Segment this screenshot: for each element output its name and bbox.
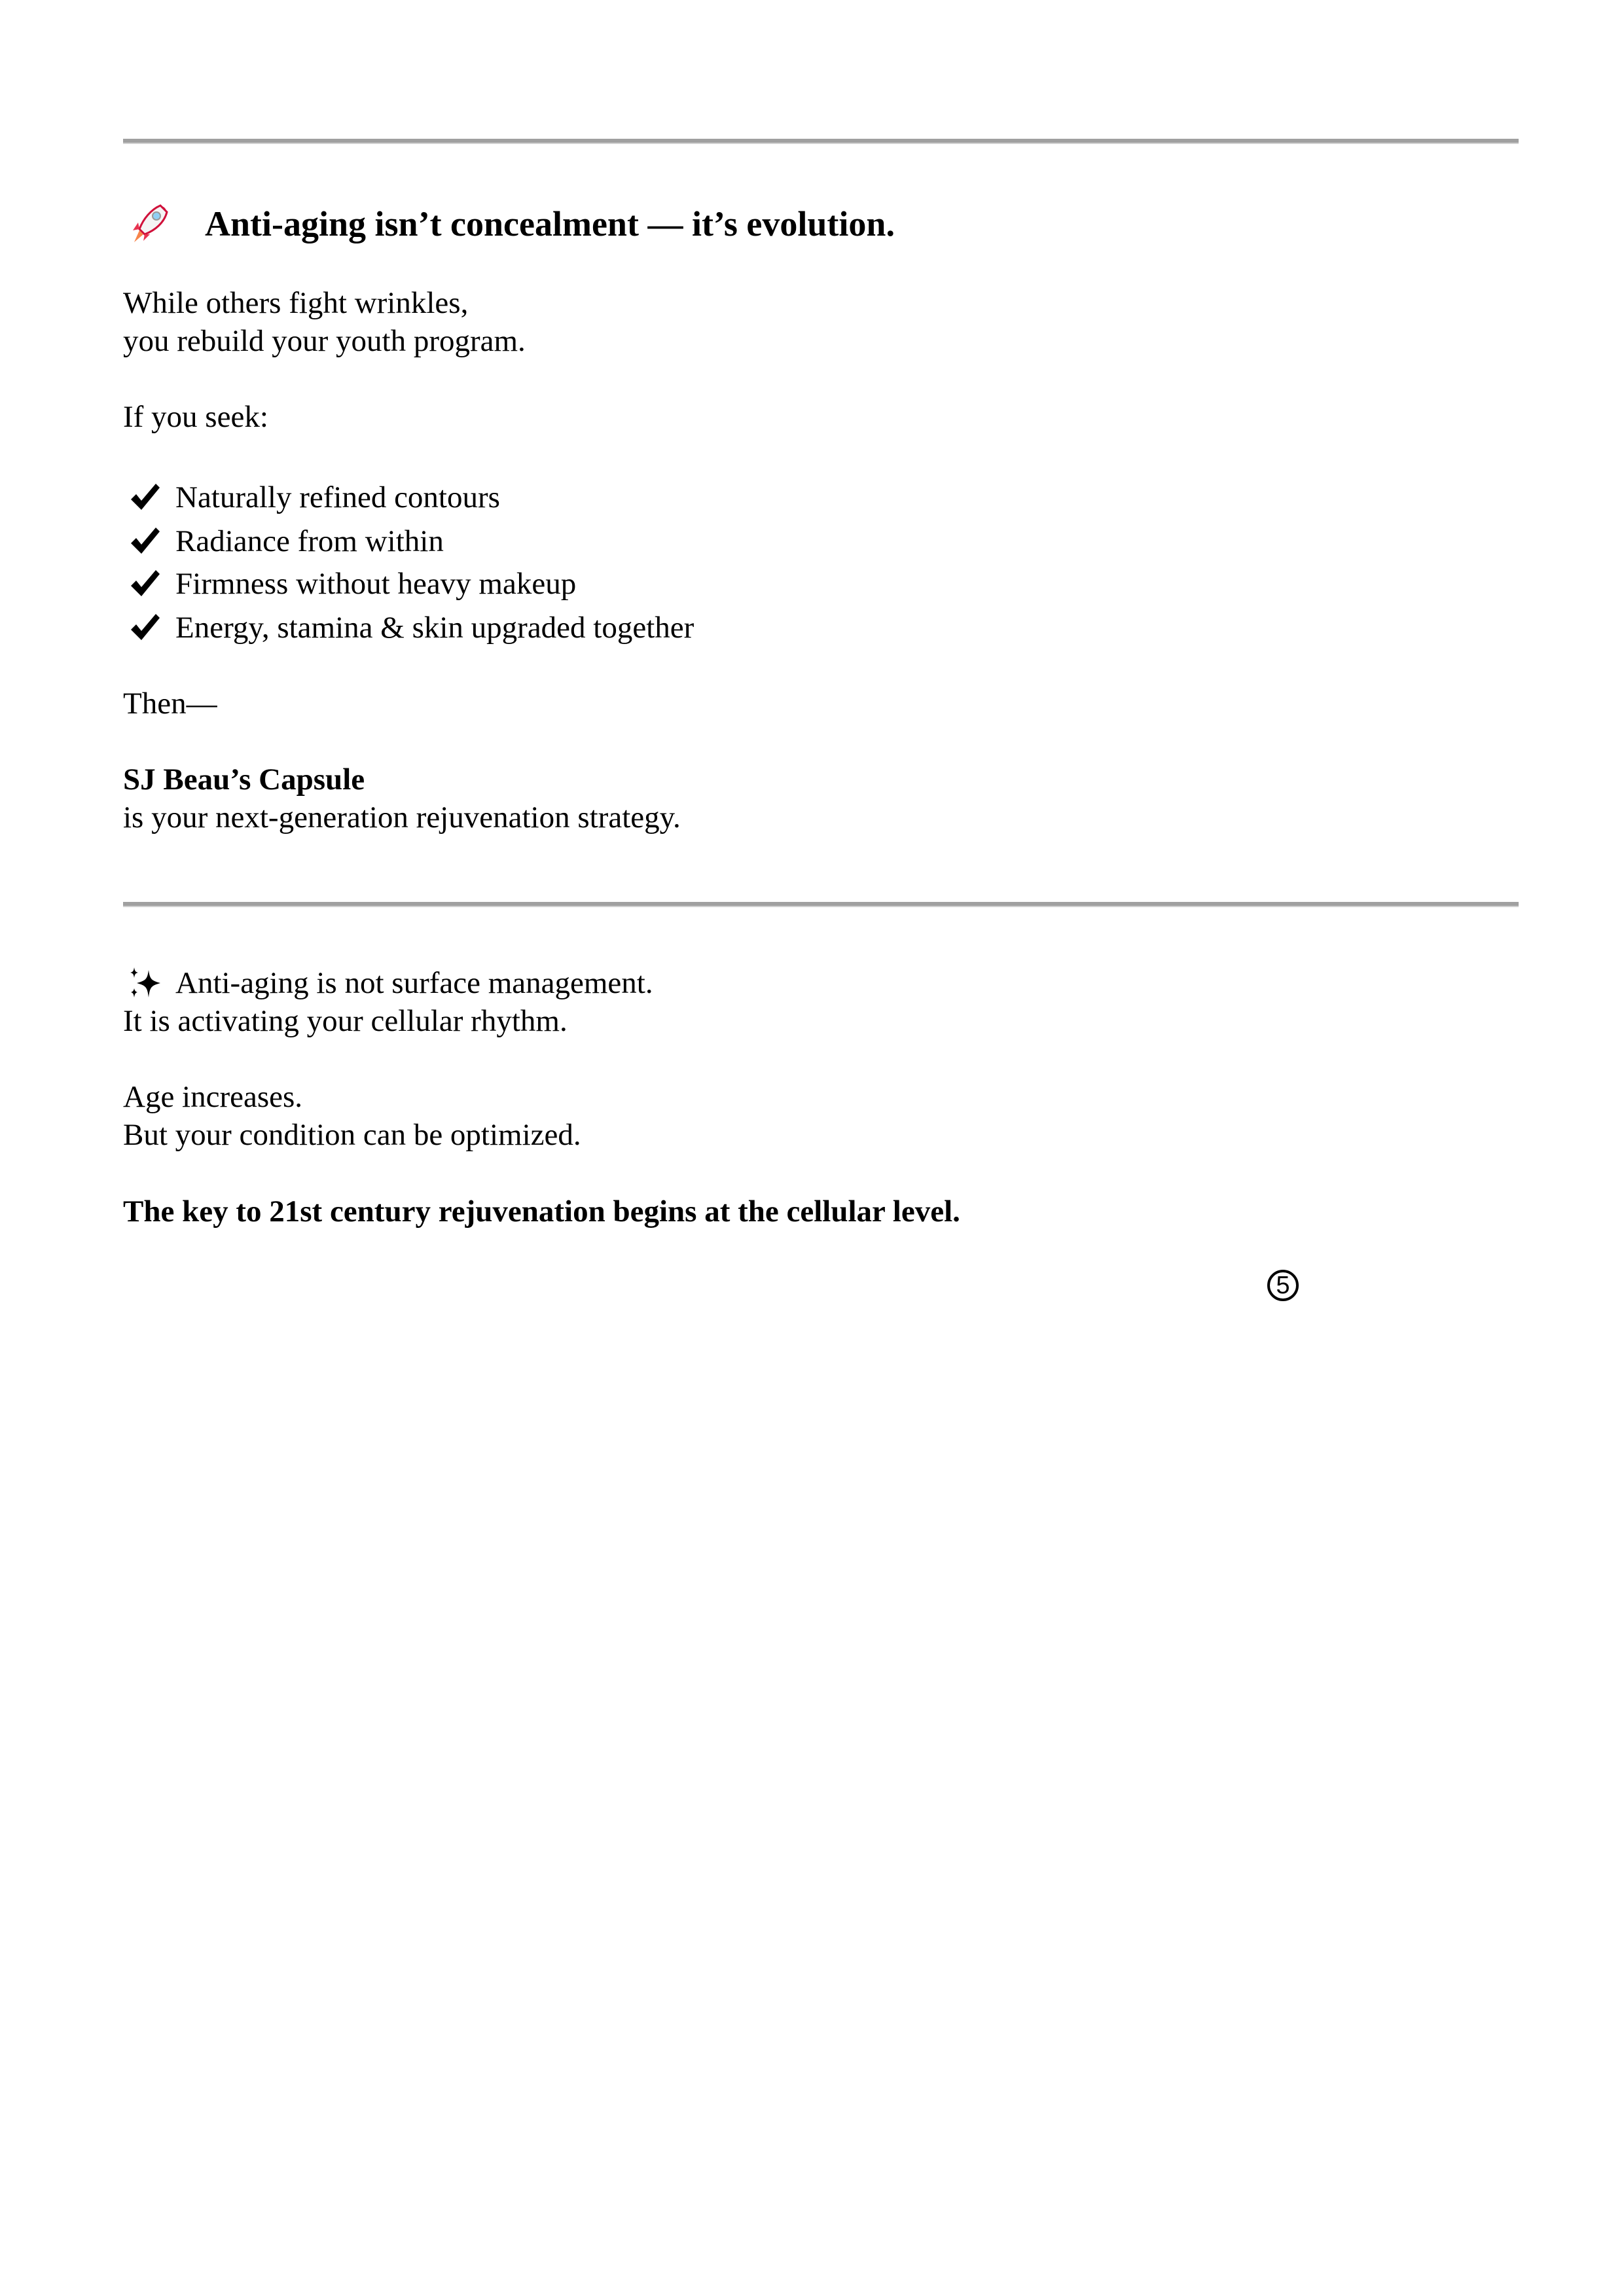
check-icon: [128, 525, 161, 558]
age-line-2: But your condition can be optimized.: [123, 1118, 581, 1152]
checklist-item: Firmness without heavy makeup: [175, 567, 577, 601]
seek-label: If you seek:: [123, 400, 268, 434]
intro-line-1: While others fight wrinkles,: [123, 286, 469, 320]
rocket-icon: [128, 203, 170, 245]
page-number: 5: [1267, 1270, 1299, 1301]
statement-line-2: It is activating your cellular rhythm.: [123, 1004, 568, 1038]
section-heading: Anti-aging isn’t concealment — it’s evolution.: [205, 204, 895, 243]
checklist-item: Energy, stamina & skin upgraded together: [175, 611, 695, 645]
divider-middle: [123, 902, 1519, 907]
then-label: Then—: [123, 687, 217, 721]
checklist-item: Naturally refined contours: [175, 480, 500, 514]
checklist-item: Radiance from within: [175, 524, 444, 558]
age-line-1: Age increases.: [123, 1080, 303, 1114]
conclusion: The key to 21st century rejuvenation begins at the cellular level.: [123, 1194, 960, 1229]
sparkles-icon: [128, 966, 162, 1000]
intro-line-2: you rebuild your youth program.: [123, 324, 526, 358]
check-icon: [128, 567, 161, 600]
check-icon: [128, 611, 161, 644]
product-tagline: is your next-generation rejuvenation strategy.: [123, 800, 681, 834]
statement-line-1: Anti-aging is not surface management.: [175, 966, 653, 1000]
check-icon: [128, 481, 161, 514]
product-name: SJ Beau’s Capsule: [123, 762, 365, 797]
divider-top: [123, 139, 1519, 144]
